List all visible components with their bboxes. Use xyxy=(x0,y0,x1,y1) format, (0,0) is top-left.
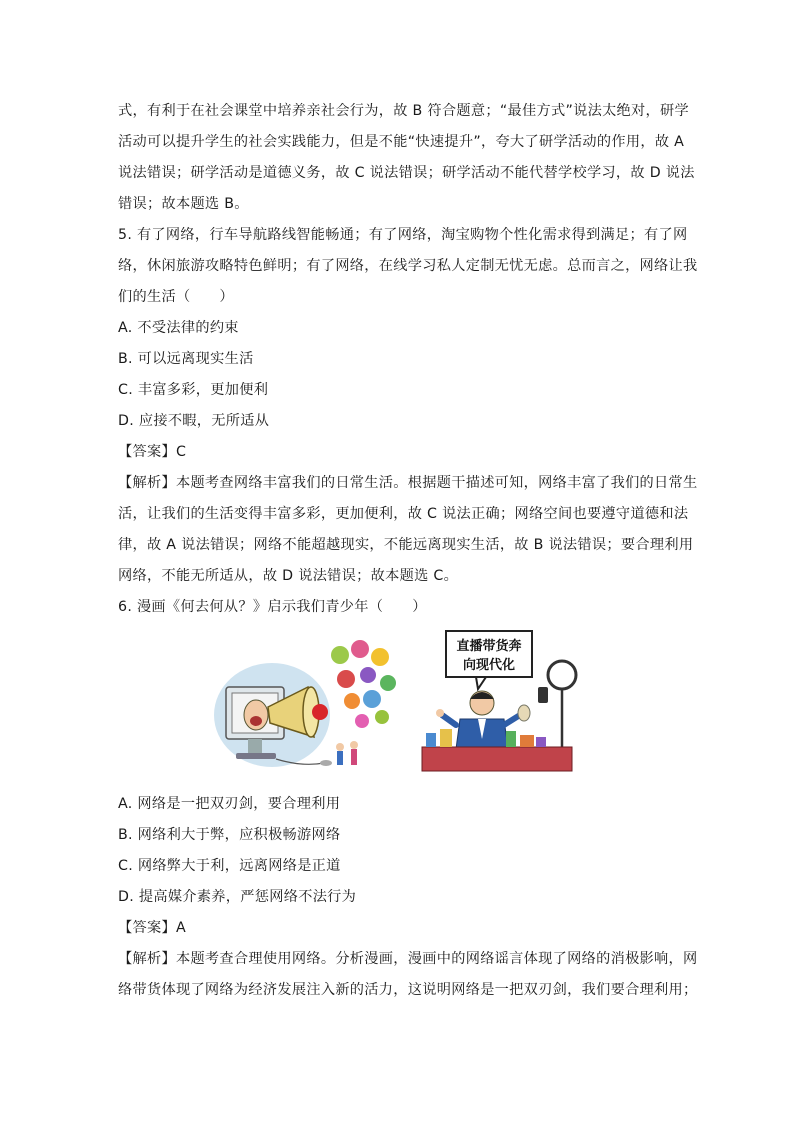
option-b: B. 网络利大于弊，应积极畅游网络 xyxy=(118,827,341,843)
option-d: D. 提高媒介素养，严惩网络不法行为 xyxy=(118,889,357,905)
option-c: C. 网络弊大于利，远离网络是正道 xyxy=(118,858,341,874)
answer: 【答案】A xyxy=(118,920,186,936)
option-a: A. 不受法律的约束 xyxy=(118,320,239,336)
question-stem-line: 5. 有了网络，行车导航路线智能畅通；有了网络，淘宝购物个性化需求得到满足；有了网 xyxy=(118,227,688,243)
question-6 xyxy=(118,592,698,1006)
option-c: C. 丰富多彩，更加便利 xyxy=(118,382,269,398)
text-line: 活动可以提升学生的社会实践能力，但是不能“快速提升”，夸大了研学活动的作用，故 A xyxy=(118,134,685,150)
text-line: 式，有利于在社会课堂中培养亲社会行为，故 B 符合题意；“最佳方式”说法太绝对，研学 xyxy=(118,103,689,119)
answer: 【答案】C xyxy=(118,444,187,460)
previous-analysis-continuation xyxy=(118,96,695,220)
analysis-line: 网络，不能无所适从，故 D 说法错误；故本题选 C。 xyxy=(118,568,459,584)
question-stem-line: 络，休闲旅游攻略特色鲜明；有了网络，在线学习私人定制无忧无虑。总而言之，网络让我 xyxy=(118,258,698,274)
question-stem-line: 6. 漫画《何去何从？》启示我们青少年（ ） xyxy=(118,599,427,615)
document-page xyxy=(118,96,698,1006)
analysis-line: 律，故 A 说法错误；网络不能超越现实，不能远离现实生活，故 B 说法错误；要合理利用 xyxy=(118,537,694,553)
option-a: A. 网络是一把双刃剑，要合理利用 xyxy=(118,796,341,812)
rumor-cartoon-image xyxy=(212,635,402,775)
livestream-cartoon-image xyxy=(416,627,596,773)
option-b: B. 可以远离现实生活 xyxy=(118,351,254,367)
text-line: 说法错误；研学活动是道德义务，故 C 说法错误；研学活动不能代替学校学习，故 D 说法 xyxy=(118,165,695,181)
option-d: D. 应接不暇，无所适从 xyxy=(118,413,270,429)
cartoon-figure xyxy=(118,627,678,779)
analysis-line: 络带货体现了网络为经济发展注入新的活力，这说明网络是一把双刃剑，我们要合理利用； xyxy=(118,982,698,998)
text-line: 错误；故本题选 B。 xyxy=(118,196,249,212)
analysis-line: 活，让我们的生活变得丰富多彩，更加便利，故 C 说法正确；网络空间也要遵守道德和法 xyxy=(118,506,689,522)
question-5 xyxy=(118,220,698,592)
bubble-caption-line-1: 直播带货奔 xyxy=(456,639,522,654)
question-stem-line: 们的生活（ ） xyxy=(118,289,234,305)
bubble-caption-line-2: 向现代化 xyxy=(462,658,516,673)
analysis-line: 【解析】本题考查网络丰富我们的日常生活。根据题干描述可知，网络丰富了我们的日常生 xyxy=(118,475,698,491)
analysis-line: 【解析】本题考查合理使用网络。分析漫画，漫画中的网络谣言体现了网络的消极影响，网 xyxy=(118,951,698,967)
